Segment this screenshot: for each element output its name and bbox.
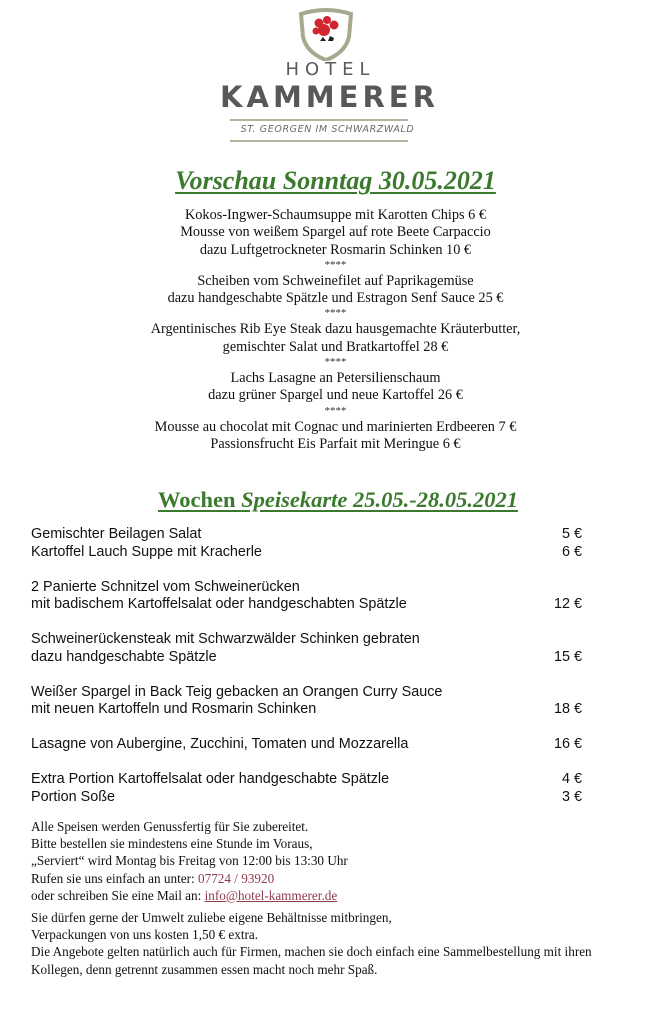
hotel-logo — [0, 0, 655, 150]
preview-course-1 — [0, 207, 655, 259]
course-separator: **** — [324, 404, 347, 417]
email-line — [31, 887, 348, 904]
info-line: Verpackungen von uns kosten 1,50 € extra. — [31, 927, 259, 943]
preview-course-2 — [0, 273, 655, 308]
menu-item-cont — [31, 701, 586, 719]
preview-course-3 — [0, 321, 655, 356]
info-line: Alle Speisen werden Genussfertig für Sie zubereitet. — [31, 819, 309, 834]
item-desc: dazu handgeschabte Spätzle — [31, 648, 217, 665]
phone-line — [31, 870, 348, 887]
course-line: dazu Luftgetrockneter Rosmarin Schinken 10 € — [199, 241, 472, 258]
item-name: 2 Panierte Schnitzel vom Schweinerücken — [31, 578, 300, 595]
weekly-menu-list — [31, 526, 586, 806]
item-name: Portion Soße — [31, 788, 115, 805]
course-separator: **** — [324, 258, 347, 271]
item-desc: mit badischem Kartoffelsalat oder handgeschabten Spätzle — [31, 596, 407, 612]
phone-label: Rufen sie uns einfach an unter: — [31, 870, 198, 886]
info-line: Bitte bestellen sie mindestens eine Stunde im Voraus, — [31, 836, 313, 852]
preview-course-4 — [0, 370, 655, 405]
logo-divider-bottom — [230, 140, 408, 142]
item-price: 3 € — [561, 788, 582, 805]
course-line: Kokos-Ingwer-Schaumsuppe mit Karotten Chips 6 € — [184, 207, 487, 223]
preview-menu — [0, 207, 655, 453]
item-price: 5 € — [561, 526, 582, 542]
item-name: Lasagne von Aubergine, Zucchini, Tomaten und Mozzarella — [31, 736, 409, 752]
preview-title: Vorschau Sonntag 30.05.2021 — [175, 166, 496, 195]
course-line: Passionsfrucht Eis Parfait mit Meringue 6 € — [210, 435, 461, 452]
menu-item — [31, 526, 586, 544]
menu-item — [31, 789, 586, 807]
item-name: Gemischter Beilagen Salat — [31, 526, 202, 542]
phone-number[interactable]: 07724 / 93920 — [198, 870, 275, 886]
item-price: 16 € — [553, 736, 582, 752]
additional-info — [31, 909, 651, 978]
course-line: gemischter Salat und Bratkartoffel 28 € — [222, 338, 449, 355]
weekly-title — [0, 487, 655, 513]
item-price: 15 € — [553, 648, 582, 665]
item-price: 12 € — [553, 596, 582, 612]
preview-course-5 — [0, 419, 655, 454]
course-line: dazu handgeschabte Spätzle und Estragon Senf Sauce 25 € — [167, 290, 504, 307]
logo-divider-top — [230, 119, 408, 121]
menu-item-cont — [31, 596, 586, 614]
info-line: Kollegen, denn getrennt zusammen essen macht noch mehr Spaß. — [31, 961, 378, 977]
course-line: Scheiben vom Schweinefilet auf Paprikagemüse — [197, 272, 474, 289]
item-name: Weißer Spargel in Back Teig gebacken an Orangen Curry Sauce — [31, 683, 443, 700]
item-price: 4 € — [561, 771, 582, 787]
course-line: Argentinisches Rib Eye Steak dazu hausgemachte Kräuterbutter, — [150, 321, 521, 338]
menu-item — [31, 579, 586, 597]
menu-item — [31, 736, 586, 754]
info-line: „Serviert“ wird Montag bis Freitag von 12:00 bis 13:30 Uhr — [31, 853, 348, 869]
course-line: Lachs Lasagne an Petersilienschaum — [230, 370, 441, 387]
course-line: Mousse au chocolat mit Cognac und marinierten Erdbeeren 7 € — [154, 418, 517, 435]
weekly-title-range: Speisekarte 25.05.-28.05.2021 — [241, 487, 518, 512]
email-label: oder schreiben Sie eine Mail an: — [31, 887, 205, 903]
item-price: 18 € — [553, 701, 582, 717]
weekly-title-prefix: Wochen — [158, 487, 242, 512]
info-line: Sie dürfen gerne der Umwelt zuliebe eigene Behältnisse mitbringen, — [31, 910, 392, 925]
menu-item — [31, 684, 586, 702]
menu-item — [31, 771, 586, 789]
item-desc: mit neuen Kartoffeln und Rosmarin Schinken — [31, 701, 317, 717]
logo-location-text: ST. GEORGEN IM SCHWARZWALD — [240, 124, 415, 135]
ordering-info — [31, 818, 348, 904]
item-name: Kartoffel Lauch Suppe mit Kracherle — [31, 543, 262, 560]
course-separator: **** — [324, 307, 347, 320]
item-name: Extra Portion Kartoffelsalat oder handgeschabte Spätzle — [31, 771, 390, 787]
logo-hotel-text: HOTEL — [285, 59, 376, 80]
info-line: Die Angebote gelten natürlich auch für Firmen, machen sie doch einfach eine Sammelbestellung mit ihren — [31, 944, 592, 960]
shield-crest-icon — [295, 7, 357, 61]
item-name: Schweinerückensteak mit Schwarzwälder Schinken gebraten — [31, 631, 420, 647]
item-price: 6 € — [561, 543, 582, 560]
menu-item — [31, 631, 586, 649]
menu-item-cont — [31, 649, 586, 667]
course-separator: **** — [324, 356, 347, 369]
menu-item — [31, 544, 586, 562]
course-line: Mousse von weißem Spargel auf rote Beete Carpaccio — [180, 224, 491, 241]
logo-name-text: KAMMERER — [220, 80, 439, 114]
email-link[interactable]: info@hotel-kammerer.de — [204, 887, 338, 903]
course-line: dazu grüner Spargel und neue Kartoffel 26 € — [208, 387, 463, 404]
